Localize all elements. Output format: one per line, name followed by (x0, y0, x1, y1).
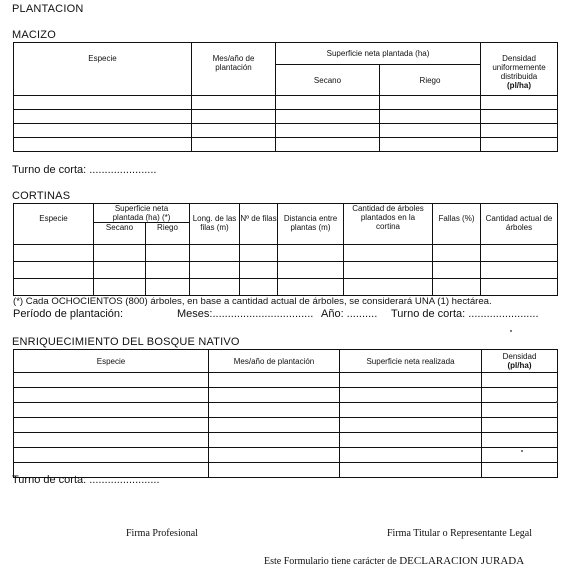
periodo-anio[interactable]: Año: .......... (321, 308, 378, 320)
macizo-turno[interactable]: Turno de corta: ...................... (12, 164, 157, 176)
enriq-cell[interactable] (340, 388, 482, 403)
macizo-cell[interactable] (276, 124, 380, 138)
cortinas-cell[interactable] (94, 245, 146, 262)
macizo-cell[interactable] (380, 110, 481, 124)
cortinas-title: CORTINAS (12, 190, 71, 202)
cortinas-cell[interactable] (94, 279, 146, 296)
scan-speck (556, 401, 558, 403)
enriquecimiento-table (13, 349, 558, 478)
enriq-cell[interactable] (209, 463, 340, 478)
cortinas-header-secano: Secano (94, 223, 146, 245)
enriq-cell[interactable] (340, 418, 482, 433)
enriq-cell[interactable] (482, 418, 558, 433)
enriq-cell[interactable] (340, 373, 482, 388)
macizo-cell[interactable] (192, 138, 276, 152)
cortinas-cell[interactable] (433, 262, 481, 279)
macizo-densidad-unit: (pl/ha) (507, 81, 532, 90)
enriq-header-especie: Especie (14, 350, 209, 373)
cortinas-cell[interactable] (481, 279, 558, 296)
cortinas-header-especie: Especie (14, 204, 94, 245)
macizo-cell[interactable] (276, 110, 380, 124)
cortinas-table (13, 203, 558, 296)
macizo-cell[interactable] (481, 124, 558, 138)
macizo-cell[interactable] (481, 110, 558, 124)
macizo-cell[interactable] (380, 96, 481, 110)
cortinas-header-cantidad: Cantidad de árboles plantados en la cortina (344, 204, 433, 245)
macizo-cell[interactable] (14, 110, 192, 124)
enriq-cell[interactable] (14, 403, 209, 418)
macizo-cell[interactable] (14, 96, 192, 110)
macizo-title: MACIZO (12, 29, 56, 41)
cortinas-cell[interactable] (190, 279, 240, 296)
enriq-cell[interactable] (340, 433, 482, 448)
cortinas-cell[interactable] (240, 279, 278, 296)
macizo-cell[interactable] (192, 110, 276, 124)
cortinas-cell[interactable] (433, 245, 481, 262)
cortinas-note: (*) Cada OCHOCIENTOS (800) árboles, en base a cantidad actual de árboles, se considerará UNA (1) hectárea. (13, 296, 492, 307)
declaracion-jurada: Este Formulario tiene carácter de DECLARACION JURADA (264, 555, 525, 567)
enriq-cell[interactable] (482, 448, 558, 463)
enriq-cell[interactable] (14, 433, 209, 448)
macizo-header-mes: Mes/año de plantación (192, 43, 276, 96)
enriq-cell[interactable] (209, 403, 340, 418)
cortinas-header-superficie: Superficie neta plantada (ha) (*) (94, 204, 190, 223)
firma-profesional: Firma Profesional (126, 528, 198, 539)
cortinas-cell[interactable] (14, 262, 94, 279)
firma-titular: Firma Titular o Representante Legal (387, 528, 532, 539)
enriq-cell[interactable] (14, 418, 209, 433)
page-title: PLANTACION (12, 3, 84, 15)
enriq-cell[interactable] (14, 448, 209, 463)
cortinas-header-nfilas: Nº de filas (240, 204, 278, 245)
cortinas-cell[interactable] (146, 262, 190, 279)
enriq-cell[interactable] (209, 448, 340, 463)
periodo-meses[interactable]: Meses:................................. (177, 308, 314, 320)
cortinas-cell[interactable] (344, 262, 433, 279)
macizo-header-secano: Secano (276, 65, 380, 96)
macizo-header-superficie: Superficie neta plantada (ha) (276, 43, 481, 65)
scan-speck (521, 450, 523, 452)
scan-speck (510, 330, 512, 332)
enriq-cell[interactable] (482, 433, 558, 448)
cortinas-cell[interactable] (190, 245, 240, 262)
enriq-cell[interactable] (209, 388, 340, 403)
enriq-header-mes: Mes/año de plantación (209, 350, 340, 373)
enriq-header-densidad: Densidad (pl/ha) (482, 350, 558, 373)
cortinas-cell[interactable] (190, 262, 240, 279)
cortinas-header-distancia: Distancia entre plantas (m) (278, 204, 344, 245)
enriq-cell[interactable] (482, 463, 558, 478)
cortinas-turno[interactable]: Turno de corta: ....................... (391, 308, 539, 320)
cortinas-cell[interactable] (240, 262, 278, 279)
enriq-densidad-unit: (pl/ha) (507, 361, 532, 370)
enriq-cell[interactable] (340, 403, 482, 418)
cortinas-cell[interactable] (14, 279, 94, 296)
cortinas-cell[interactable] (278, 245, 344, 262)
enriquecimiento-title: ENRIQUECIMIENTO DEL BOSQUE NATIVO (12, 336, 240, 348)
enriq-cell[interactable] (209, 418, 340, 433)
enriq-cell[interactable] (340, 448, 482, 463)
periodo-label: Período de plantación: (13, 308, 124, 320)
enriq-turno[interactable]: Turno de corta: ....................... (12, 474, 160, 486)
macizo-cell[interactable] (192, 124, 276, 138)
cortinas-cell[interactable] (240, 245, 278, 262)
enriq-cell[interactable] (209, 373, 340, 388)
macizo-cell[interactable] (192, 96, 276, 110)
macizo-cell[interactable] (380, 124, 481, 138)
macizo-cell[interactable] (14, 124, 192, 138)
cortinas-header-long: Long. de las filas (m) (190, 204, 240, 245)
cortinas-cell[interactable] (94, 262, 146, 279)
cortinas-cell[interactable] (344, 279, 433, 296)
cortinas-cell[interactable] (14, 245, 94, 262)
macizo-cell[interactable] (276, 96, 380, 110)
macizo-cell[interactable] (276, 138, 380, 152)
macizo-table (13, 42, 558, 152)
macizo-header-riego: Riego (380, 65, 481, 96)
macizo-cell[interactable] (481, 138, 558, 152)
cortinas-cell[interactable] (433, 279, 481, 296)
enriq-header-superficie: Superficie neta realizada (340, 350, 482, 373)
cortinas-header-riego: Riego (146, 223, 190, 245)
enriq-cell[interactable] (482, 373, 558, 388)
enriq-cell[interactable] (14, 373, 209, 388)
cortinas-header-fallas: Fallas (%) (433, 204, 481, 245)
cortinas-cell[interactable] (146, 279, 190, 296)
cortinas-cell[interactable] (278, 279, 344, 296)
macizo-cell[interactable] (14, 138, 192, 152)
macizo-cell[interactable] (481, 96, 558, 110)
enriq-cell[interactable] (209, 433, 340, 448)
cortinas-cell[interactable] (481, 262, 558, 279)
macizo-header-especie: Especie (14, 43, 192, 96)
cortinas-cell[interactable] (344, 245, 433, 262)
macizo-cell[interactable] (380, 138, 481, 152)
enriq-cell[interactable] (482, 388, 558, 403)
enriq-cell[interactable] (14, 388, 209, 403)
enriq-cell[interactable] (340, 463, 482, 478)
cortinas-header-actual: Cantidad actual de árboles (481, 204, 558, 245)
cortinas-cell[interactable] (278, 262, 344, 279)
enriq-cell[interactable] (482, 403, 558, 418)
cortinas-cell[interactable] (481, 245, 558, 262)
cortinas-cell[interactable] (146, 245, 190, 262)
macizo-header-densidad: Densidad uniformemente distribuida (pl/ha) (481, 43, 558, 96)
